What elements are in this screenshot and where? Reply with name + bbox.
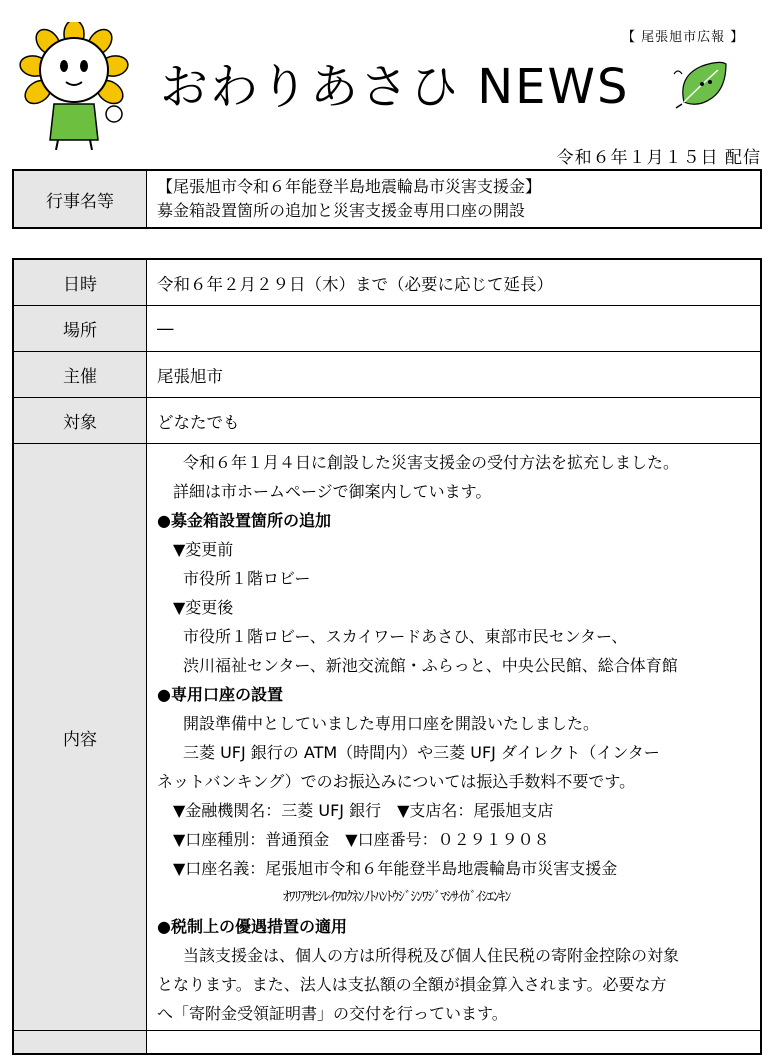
tax-paragraph2: となります。また、法人は支払額の全額が損金算入されます。必要な方	[157, 975, 667, 994]
row-content	[13, 444, 761, 1031]
page-title: おわりあさひ NEWS	[160, 59, 630, 115]
content-body	[147, 444, 762, 1031]
account-paragraph1: 開設準備中としていました専用口座を開設いたしました。	[183, 714, 600, 733]
place-label: 場所	[13, 306, 147, 352]
sunflower-mascot-icon	[14, 22, 134, 150]
event-title-table	[12, 169, 762, 229]
section-account-title: ●専用口座の設置	[157, 685, 283, 704]
event-title-line1: 【尾張旭市令和６年能登半島地震輪島市災害支援金】	[157, 177, 542, 196]
event-details-table	[12, 258, 762, 1055]
target-label: 対象	[13, 398, 147, 444]
after-change-value2: 渋川福祉センター、新池交流館・ふらっと、中央公民館、総合体育館	[183, 656, 678, 675]
row-host	[13, 352, 761, 398]
intro-line2: 詳細は市ホームページで御案内しています。	[173, 482, 492, 501]
before-change-label: ▼変更前	[173, 540, 234, 559]
section-donation-box-title: ●募金箱設置箇所の追加	[157, 511, 331, 530]
place-value: ―	[147, 306, 762, 352]
next-row-value	[147, 1031, 762, 1055]
after-change-value1: 市役所１階ロビー、スカイワードあさひ、東部市民センター、	[183, 627, 628, 646]
source-label: 【 尾張旭市広報 】	[622, 30, 745, 45]
row-target	[13, 398, 761, 444]
account-type-line: ▼口座種別：普通預金 ▼口座番号：０２９１９０８	[173, 830, 550, 849]
next-row-label	[13, 1031, 147, 1055]
distribution-date: 令和６年１月１５日 配信	[556, 148, 761, 168]
event-title	[147, 170, 762, 228]
account-paragraph2b: ネットバンキング）でのお振込みについては振込手数料不要です。	[157, 772, 636, 791]
host-label: 主催	[13, 352, 147, 398]
account-paragraph2a: 三菱 UFJ 銀行の ATM（時間内）や三菱 UFJ ダイレクト（インター	[183, 743, 660, 762]
event-label: 行事名等	[13, 170, 147, 228]
after-change-label: ▼変更後	[173, 598, 234, 617]
account-holder-kana: ｵﾜﾘｱｻﾋｼﾚｲﾜﾛｸﾈﾝﾉﾄﾊﾝﾄｳｼﾞｼﾝﾜｼﾞﾏｼｻｲｶﾞｲｼｴﾝｷﾝ	[283, 889, 511, 905]
row-datetime	[13, 259, 761, 306]
bank-name-line: ▼金融機関名：三菱 UFJ 銀行 ▼支店名：尾張旭支店	[173, 801, 554, 820]
row-place	[13, 306, 761, 352]
tax-paragraph3: へ「寄附金受領証明書」の交付を行っています。	[157, 1004, 508, 1023]
target-value: どなたでも	[147, 398, 762, 444]
account-holder-line: ▼口座名義：尾張旭市令和６年能登半島地震輪島市災害支援金	[173, 859, 618, 878]
content-label: 内容	[13, 444, 147, 1031]
leaf-character-icon	[672, 58, 730, 110]
section-tax-title: ●税制上の優遇措置の適用	[157, 917, 347, 936]
tax-paragraph1: 当該支援金は、個人の方は所得税及び個人住民税の寄附金控除の対象	[183, 946, 680, 965]
before-change-value: 市役所１階ロビー	[183, 569, 311, 588]
event-title-line2: 募金箱設置箇所の追加と災害支援金専用口座の開設	[157, 201, 526, 220]
intro-line1: 令和６年１月４日に創設した災害支援金の受付方法を拡充しました。	[183, 453, 680, 472]
host-value: 尾張旭市	[147, 352, 762, 398]
datetime-label: 日時	[13, 259, 147, 306]
row-next	[13, 1031, 761, 1055]
datetime-value: 令和６年２月２９日（木）まで（必要に応じて延長）	[147, 259, 762, 306]
